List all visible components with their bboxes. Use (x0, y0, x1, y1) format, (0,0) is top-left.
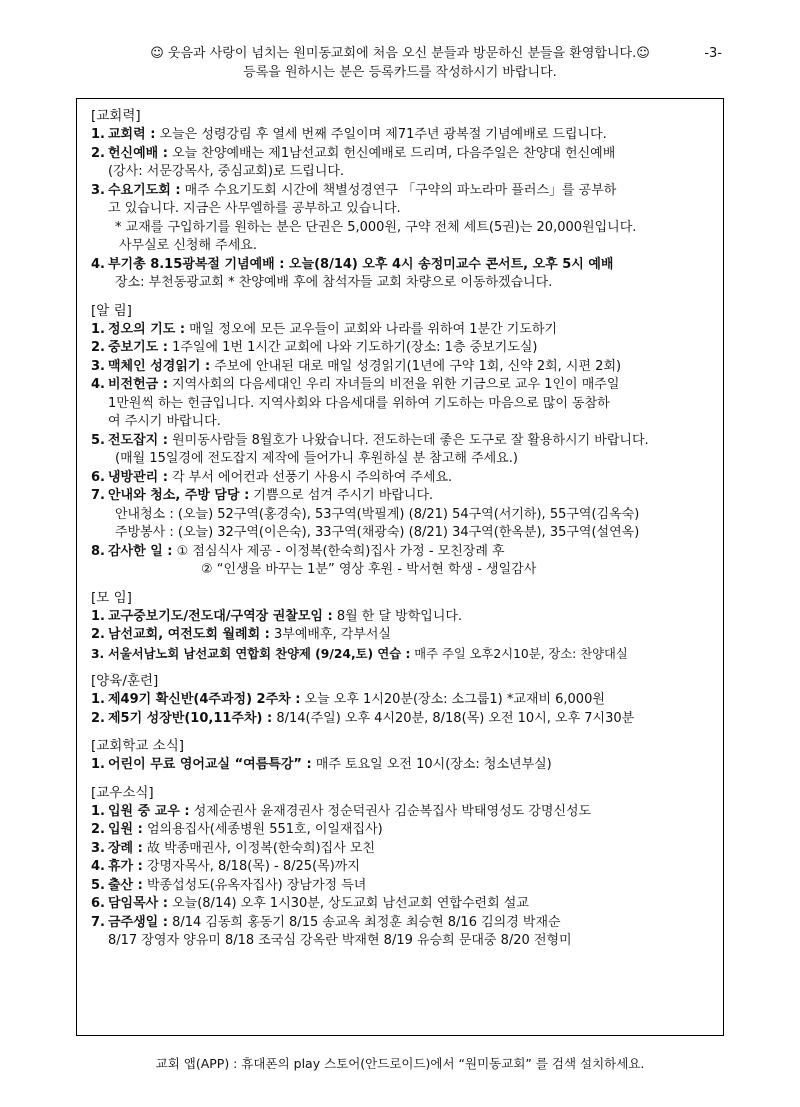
item-title: 헌신예배 : (108, 145, 168, 161)
item-number: 5. (91, 432, 105, 448)
item-number: 2. (91, 710, 105, 726)
page-number: -3- (704, 46, 722, 61)
item-number: 3. (91, 358, 105, 374)
list-item (91, 339, 713, 358)
item-number: 2. (91, 822, 105, 837)
item-note: 사무실로 신청해 주세요. (119, 238, 257, 253)
list-item (91, 877, 713, 896)
list-item (91, 469, 713, 488)
section-title-church-calendar: [교회력] (91, 108, 141, 124)
item-number: 8. (91, 543, 105, 559)
item-text: 오늘은 성령강림 후 열세 번째 주일이며 제71주년 광복절 기념예배로 드립니다. (155, 127, 607, 142)
item-title: 비전헌금 : (108, 377, 168, 392)
item-continuation: 8/17 장영자 양유미 8/18 조국심 강옥란 박재현 8/19 유승희 문대중 8/20 전형미 (108, 933, 572, 948)
app-notice-footer: 교회 앱(APP) : 휴대폰의 play 스토어(안드로이드)에서 “원미동교회” 를 검색 설치하세요. (155, 1056, 645, 1071)
item-continuation: 안내청소 : (오늘) 52구역(홍경숙), 53구역(박필계) (8/21) 54구역(서기하), 55구역(김옥숙) (115, 506, 640, 522)
list-item (91, 487, 713, 506)
item-text: 지역사회의 다음세대인 우리 자녀들의 비전을 위한 기금으로 교우 1인이 매주일 (167, 377, 620, 392)
item-title: 제49기 확신반(4주과정) 2주차 : (108, 692, 301, 707)
item-text: 매주 주일 오후2시10분, 장소: 찬양대실 (410, 646, 628, 661)
item-title: 냉방관리 : (108, 469, 168, 485)
list-item (91, 256, 713, 275)
list-item (91, 858, 713, 877)
list-item (91, 710, 713, 729)
list-item (91, 626, 713, 645)
item-continuation: 주방봉사 : (오늘) 32구역(이은숙), 33구역(채광숙) (8/21) 34구역(한옥분), 35구역(설연옥) (115, 525, 640, 540)
item-text: 8/14 김동희 홍동기 8/15 송교옥 최정훈 최승현 8/16 김의경 박재순 (167, 914, 561, 930)
list-item (91, 543, 713, 562)
item-title: 출산 : (108, 877, 143, 893)
registration-text: 등록을 원하시는 분은 등록카드를 작성하시기 바랍니다. (243, 65, 557, 80)
item-number: 1. (91, 692, 105, 707)
list-item (91, 914, 713, 933)
item-number: 7. (91, 914, 105, 930)
list-item (91, 182, 713, 201)
item-text: 8/14(주일) 오후 4시20분, 8/18(목) 오전 10시, 오후 7시30분 (272, 710, 635, 726)
item-text: 주보에 안내된 대로 매일 성경읽기(1년에 구약 1회, 신약 2회, 시편 2회) (210, 358, 622, 374)
item-number: 1. (91, 127, 105, 142)
item-text: 매주 토요일 오전 10시(장소: 청소년부실) (311, 757, 552, 772)
list-item (91, 821, 713, 840)
list-item (91, 376, 713, 395)
item-continuation: 1만원씩 하는 헌금입니다. 지역사회와 다음세대를 위하여 기도하는 마음으로 많이 동참하 (108, 395, 610, 411)
welcome-text: ☺ 웃음과 사랑이 넘치는 원미동교회에 처음 오신 분들과 방문하신 분들을 환영합니다.☺ (150, 46, 650, 61)
list-item (91, 645, 713, 664)
item-text: 원미동사람들 8월호가 나왔습니다. 전도하는데 좋은 도구로 잘 활용하시기 바랍니다. (167, 432, 649, 448)
list-item (91, 321, 713, 340)
section-title-training: [양육/훈련] (91, 673, 159, 689)
item-text: 강명자목사, 8/18(목) - 8/25(목)까지 (142, 859, 360, 874)
item-text: 엄의용집사(세종병원 551호, 이일재집사) (142, 822, 383, 837)
item-title: 중보기도 : (108, 340, 168, 355)
item-number: 7. (91, 488, 105, 503)
item-number: 4. (91, 859, 105, 874)
item-continuation: (매월 15일경에 전도잡지 제작에 들어가니 후원하실 분 참고해 주세요.) (115, 451, 518, 466)
item-continuation: 장소: 부천동광교회 * 찬양예배 후에 참석자들 교회 차량으로 이동하겠습니다. (115, 275, 553, 290)
item-text: 8월 한 달 방학입니다. (332, 608, 463, 624)
bulletin-box (76, 98, 724, 1036)
item-continuation: 고 있습니다. 지금은 사무엘하를 공부하고 있습니다. (108, 201, 401, 216)
item-title: 부기총 8.15광복절 기념예배 : (108, 256, 285, 272)
item-text: 기쁨으로 섬겨 주시기 바랍니다. (249, 488, 434, 503)
item-title: 감사한 일 : (108, 543, 173, 559)
item-title: 입원 중 교우 : (108, 803, 190, 819)
item-title: 맥체인 성경읽기 : (108, 358, 211, 374)
list-item (91, 803, 713, 822)
list-item (91, 840, 713, 859)
item-text: ① 점심식사 제공 - 이정복(한숙희)집사 가정 - 모친장례 후 (172, 543, 505, 559)
item-text: 매주 수요기도회 시간에 책별성경연구 「구약의 파노라마 플러스」를 공부하 (180, 182, 617, 198)
item-number: 4. (91, 256, 105, 272)
item-continuation: (강사: 서문강목사, 중심교회)로 드립니다. (108, 164, 345, 179)
section-title-school: [교회학교 소식] (91, 738, 185, 754)
item-title: 수요기도회 : (108, 182, 181, 198)
item-continuation: ② “인생을 바꾸는 1분” 영상 후원 - 박서현 학생 - 생일감사 (201, 562, 537, 577)
item-number: 1. (91, 608, 105, 624)
item-text: 오늘(8/14) 오후 4시 송정미교수 콘서트, 오후 5시 예배 (284, 256, 614, 272)
item-number: 5. (91, 877, 105, 893)
item-title: 입원 : (108, 822, 143, 837)
item-title: 담임목사 : (108, 896, 168, 911)
item-text: 매일 정오에 모든 교우들이 교회와 나라를 위하여 1분간 기도하기 (185, 321, 558, 337)
item-number: 4. (91, 377, 105, 392)
item-text: 1주일에 1번 1시간 교회에 나와 기도하기(장소: 1층 중보기도실) (167, 340, 538, 355)
header-line-1-row (0, 44, 800, 63)
item-number: 6. (91, 896, 105, 911)
item-title: 남선교회, 여전도회 월례회 : (108, 627, 270, 642)
item-number: 2. (91, 627, 105, 642)
item-number: 6. (91, 469, 105, 485)
item-number: 1. (91, 321, 105, 337)
item-number: 1. (91, 803, 105, 819)
section-title-meetings: [모 임] (91, 589, 132, 606)
item-number: 3. (91, 840, 105, 856)
item-text: 성제순권사 윤재경권사 정순덕권사 김순복집사 박태영성도 강명신성도 (189, 803, 592, 819)
item-number: 1. (91, 757, 105, 772)
item-title: 정오의 기도 : (108, 321, 186, 337)
item-title: 교회력 : (108, 127, 156, 142)
item-title: 금주생일 : (108, 914, 168, 930)
item-note: * 교재를 구입하기를 원하는 분은 단권은 5,000원, 구약 전체 세트(5권)는 20,000원입니다. (115, 219, 637, 235)
item-title: 제5기 성장반(10,11주차) : (108, 710, 273, 726)
item-text: 3부예배후, 각부서실 (269, 627, 391, 642)
item-title: 장례 : (108, 840, 143, 856)
item-title: 어린이 무료 영어교실 “여름특강” : (108, 757, 312, 772)
list-item (91, 691, 713, 710)
item-title: 휴가 : (108, 859, 143, 874)
list-item (91, 608, 713, 627)
page-header (0, 44, 800, 82)
item-text: 박종섭성도(유옥자집사) 장남가정 득녀 (142, 877, 367, 893)
list-item (91, 895, 713, 914)
item-number: 3. (91, 646, 105, 661)
list-item (91, 756, 713, 775)
item-text: 오늘(8/14) 오후 1시30분, 상도교회 남선교회 연합수련회 설교 (167, 896, 529, 911)
section-title-notices: [알 림] (91, 302, 132, 319)
item-text: 오늘 오후 1시20분(장소: 소그룹1) *교재비 6,000원 (300, 692, 605, 707)
list-item (91, 358, 713, 377)
item-title: 교구중보기도/전도대/구역장 권찰모임 : (108, 608, 333, 624)
item-number: 3. (91, 182, 105, 198)
item-text: 오늘 찬양예배는 제1남선교회 헌신예배로 드리며, 다음주일은 찬양대 헌신예배 (167, 145, 616, 161)
list-item (91, 145, 713, 164)
list-item (91, 432, 713, 451)
list-item (91, 126, 713, 145)
item-continuation: 여 주시기 바랍니다. (108, 414, 221, 429)
item-title: 안내와 청소, 주방 담당 : (108, 488, 250, 503)
item-title: 서울서남노회 남선교회 연합회 찬양제 (9/24,토) 연습 : (108, 646, 411, 661)
item-number: 2. (91, 340, 105, 355)
item-text: 각 부서 에어컨과 선풍기 사용시 주의하여 주세요. (167, 469, 453, 485)
item-number: 2. (91, 145, 105, 161)
item-title: 전도잡지 : (108, 432, 168, 448)
item-text: 故 박종매권사, 이정복(한숙희)집사 모친 (142, 840, 376, 856)
section-title-members: [교우소식] (91, 784, 154, 801)
